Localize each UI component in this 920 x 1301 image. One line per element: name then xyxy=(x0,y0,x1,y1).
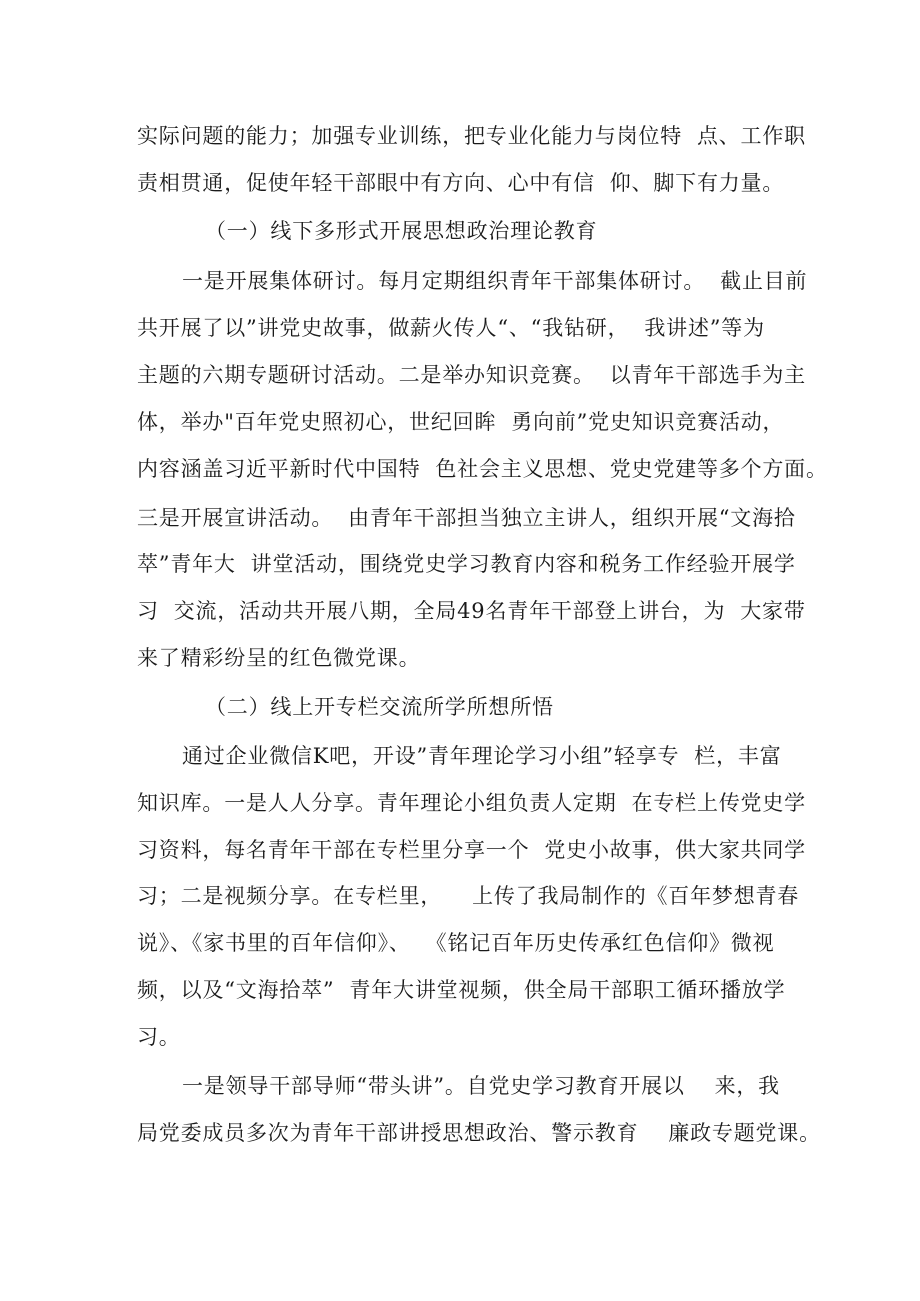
text-line: 习。 xyxy=(137,1025,181,1049)
text-line: 知识库。一是人人分享。青年理论小组负责人定期 在专栏上传党史学 xyxy=(137,791,806,815)
text-line: 一是开展集体研讨。每月定期组织青年干部集体研讨。 截止目前 xyxy=(182,269,808,293)
text-line: 萃”青年大 讲堂活动，围绕党史学习教育内容和税务工作经验开展学 xyxy=(137,552,796,576)
text-line: 说》、《家书里的百年信仰》、 《铭记百年历史传承红色信仰》微视 xyxy=(137,931,775,955)
text-line: 共开展了以”讲党史故事，做薪火传人“、“我钻研， 我讲述”等为 xyxy=(137,316,765,340)
text-line: 内容涵盖习近平新时代中国特 色社会主义思想、党史党建等多个方面。 xyxy=(137,457,828,481)
text-line: 通过企业微信K吧，开设”青年理论学习小组”轻享专 栏，丰富 xyxy=(182,744,782,768)
section-heading: （二）线上开专栏交流所学所想所悟 xyxy=(205,695,554,719)
text-line: 体，举办"百年党史照初心，世纪回眸 勇向前”党史知识竞赛活动， xyxy=(137,410,785,434)
text-line: 来了精彩纷呈的红色微党课。 xyxy=(137,646,421,670)
text-line: 习；二是视频分享。在专栏里， 上传了我局制作的《百年梦想青春 xyxy=(137,884,800,908)
text-line: 责相贯通，促使年轻干部眼中有方向、心中有信 仰、脚下有力量。 xyxy=(137,171,785,195)
text-line: 习 交流，活动共开展八期，全局49名青年干部登上讲台，为 大家带 xyxy=(137,599,806,623)
text-line: 习资料，每名青年干部在专栏里分享一个 党史小故事，供大家共同学 xyxy=(137,838,806,862)
text-line: 局党委成员多次为青年干部讲授思想政治、警示教育 廉政专题党课。 xyxy=(137,1121,821,1145)
text-line: 三是开展宣讲活动。 由青年干部担当独立主讲人，组织开展“文海拾 xyxy=(137,506,796,530)
text-line: 一是领导干部导师“带头讲”。自党史学习教育开展以 来，我 xyxy=(182,1074,780,1098)
section-heading: （一）线下多形式开展思想政治理论教育 xyxy=(205,219,598,243)
text-line: 实际问题的能力；加强专业训练，把专业化能力与岗位特 点、工作职 xyxy=(137,124,806,148)
text-line: 频，以及“文海拾萃” 青年大讲堂视频，供全局干部职工循环播放学 xyxy=(137,978,786,1002)
text-line: 主题的六期专题研讨活动。二是举办知识竞赛。 以青年干部选手为主 xyxy=(137,363,806,387)
